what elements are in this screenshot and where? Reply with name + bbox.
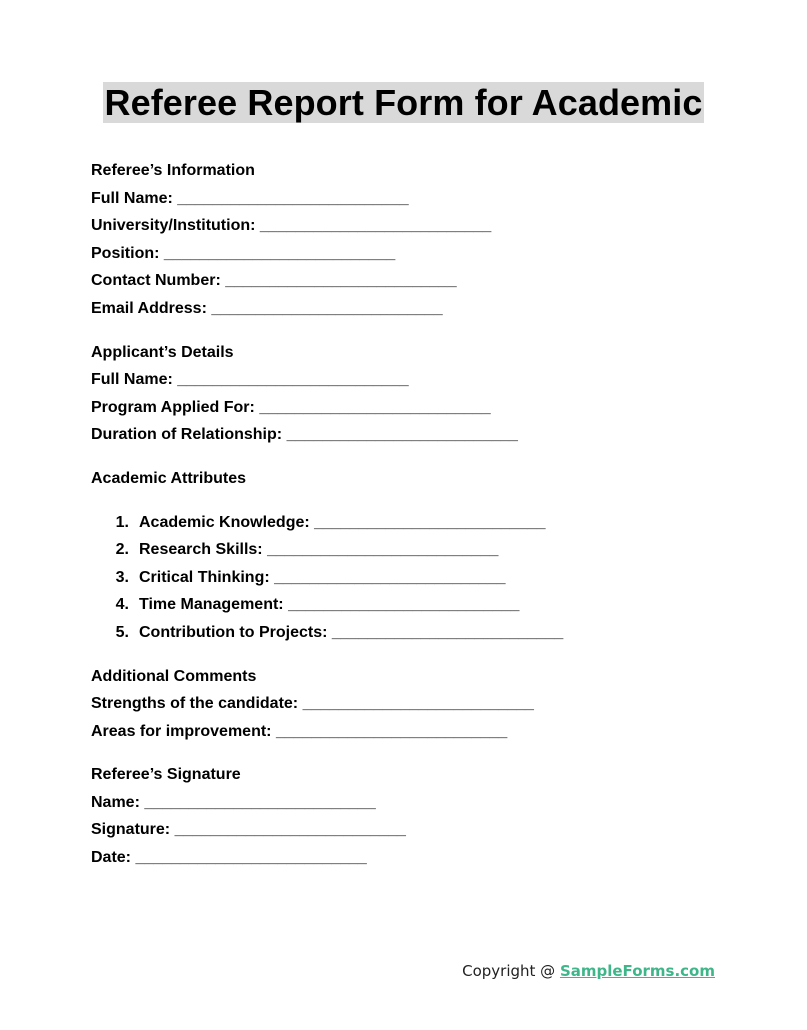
attributes-section (91, 465, 731, 647)
spacer (91, 745, 731, 761)
field-label: Duration of Relationship: (91, 426, 283, 444)
field-blank[interactable]: __________________________ (274, 568, 506, 586)
title-container (0, 82, 807, 123)
field-blank[interactable]: __________________________ (174, 821, 406, 839)
field-blank[interactable]: __________________________ (225, 272, 457, 290)
field-label: Name: (91, 793, 140, 811)
form-body (91, 157, 731, 872)
section-heading-applicant: Applicant’s Details (91, 343, 234, 361)
improvement-field[interactable] (91, 718, 731, 746)
referee-email-field[interactable] (91, 295, 731, 323)
applicant-relationship-duration-field[interactable] (91, 421, 731, 449)
brand-link[interactable]: SampleForms.com (559, 962, 715, 980)
spacer (91, 449, 731, 465)
applicant-section (91, 339, 731, 449)
field-blank[interactable]: __________________________ (331, 623, 564, 641)
field-blank[interactable]: __________________________ (302, 695, 534, 713)
field-label: Position: (91, 244, 160, 262)
field-blank[interactable]: __________________________ (177, 371, 409, 389)
comments-section (91, 663, 731, 746)
strengths-field[interactable] (91, 690, 731, 718)
referee-institution-field[interactable] (91, 212, 731, 240)
field-blank[interactable]: __________________________ (275, 722, 508, 740)
field-blank[interactable]: __________________________ (259, 217, 492, 235)
spacer (91, 493, 731, 509)
copyright-text: Copyright @ (462, 962, 560, 980)
field-label: Areas for improvement: (91, 722, 272, 740)
field-label: Full Name: (91, 371, 173, 389)
signature-name-field[interactable] (91, 789, 731, 817)
section-heading-signature: Referee’s Signature (91, 766, 241, 784)
signature-field[interactable] (91, 816, 731, 844)
field-label: Signature: (91, 821, 171, 839)
field-label: Program Applied For: (91, 398, 255, 416)
attributes-list (91, 509, 731, 647)
attribute-research-skills[interactable] (91, 536, 731, 564)
field-label: Full Name: (91, 189, 173, 207)
list-number: 2. (115, 541, 129, 559)
section-heading-referee: Referee’s Information (91, 162, 255, 179)
field-label: Date: (91, 849, 132, 867)
date-field[interactable] (91, 844, 731, 872)
field-blank[interactable]: __________________________ (163, 244, 396, 262)
list-number: 1. (115, 513, 129, 531)
field-label: Research Skills: (139, 541, 263, 559)
referee-contact-number-field[interactable] (91, 267, 731, 295)
attribute-time-management[interactable] (91, 591, 731, 619)
copyright-footer (462, 962, 715, 980)
field-blank[interactable]: __________________________ (177, 189, 409, 207)
spacer (91, 323, 731, 339)
attribute-academic-knowledge[interactable] (91, 509, 731, 537)
field-blank[interactable]: __________________________ (259, 398, 491, 416)
list-number: 5. (115, 623, 129, 641)
field-blank[interactable]: __________________________ (267, 541, 499, 559)
field-label: University/Institution: (91, 217, 256, 235)
field-blank[interactable]: __________________________ (288, 596, 520, 614)
list-number: 4. (115, 596, 129, 614)
field-label: Email Address: (91, 299, 207, 317)
field-blank[interactable]: __________________________ (144, 793, 376, 811)
attribute-critical-thinking[interactable] (91, 564, 731, 592)
field-blank[interactable]: __________________________ (135, 849, 367, 867)
applicant-program-field[interactable] (91, 394, 731, 422)
field-label: Contribution to Projects: (139, 623, 328, 641)
field-label: Strengths of the candidate: (91, 695, 299, 713)
field-blank[interactable]: __________________________ (286, 426, 518, 444)
section-heading-attributes: Academic Attributes (91, 469, 246, 487)
attribute-contribution-to-projects[interactable] (91, 619, 731, 647)
referee-position-field[interactable] (91, 240, 731, 268)
field-blank[interactable]: __________________________ (314, 513, 546, 531)
list-number: 3. (115, 568, 129, 586)
field-blank[interactable]: __________________________ (211, 299, 443, 317)
field-label: Time Management: (139, 596, 284, 614)
referee-section (91, 157, 731, 323)
referee-full-name-field[interactable] (91, 185, 731, 213)
applicant-full-name-field[interactable] (91, 366, 731, 394)
page-title: Referee Report Form for Academic (104, 82, 703, 123)
signature-section (91, 761, 731, 871)
field-label: Contact Number: (91, 272, 221, 290)
field-label: Critical Thinking: (139, 568, 270, 586)
field-label: Academic Knowledge: (139, 513, 310, 531)
spacer (91, 647, 731, 663)
section-heading-comments: Additional Comments (91, 667, 257, 685)
